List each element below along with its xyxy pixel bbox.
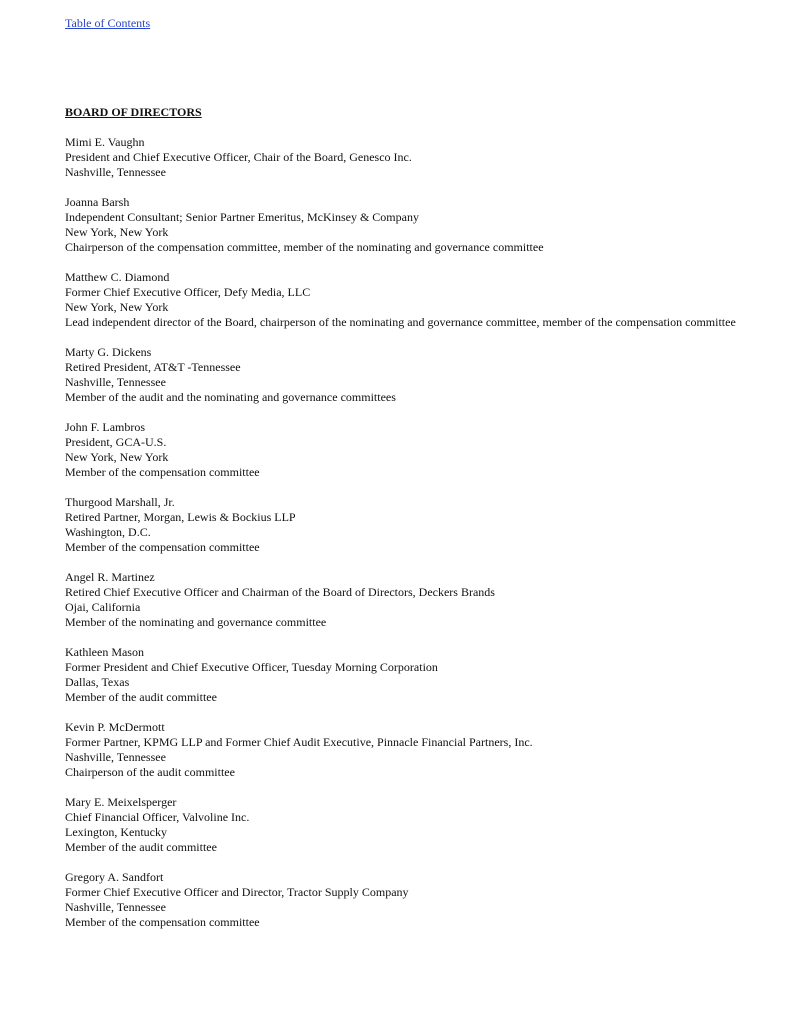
director-location: Nashville, Tennessee xyxy=(65,900,166,914)
director-entry xyxy=(65,345,745,405)
director-name: Joanna Barsh xyxy=(65,195,130,209)
director-committee: Member of the compensation committee xyxy=(65,540,260,554)
director-location: Lexington, Kentucky xyxy=(65,825,167,839)
director-entry xyxy=(65,420,745,480)
director-title: President and Chief Executive Officer, Chair of the Board, Genesco Inc. xyxy=(65,150,412,164)
director-name: Kevin P. McDermott xyxy=(65,720,165,734)
director-entry xyxy=(65,270,745,330)
director-title: Retired President, AT&T -Tennessee xyxy=(65,360,241,374)
director-name: Kathleen Mason xyxy=(65,645,144,659)
director-location: Ojai, California xyxy=(65,600,141,614)
director-title: Former Chief Executive Officer and Director, Tractor Supply Company xyxy=(65,885,409,899)
director-entry xyxy=(65,645,745,705)
director-committee: Member of the compensation committee xyxy=(65,465,260,479)
director-committee: Member of the audit and the nominating and governance committees xyxy=(65,390,396,404)
director-name: Gregory A. Sandfort xyxy=(65,870,164,884)
director-title: President, GCA-U.S. xyxy=(65,435,167,449)
director-entry xyxy=(65,870,745,930)
director-committee: Member of the compensation committee xyxy=(65,915,260,929)
director-name: Matthew C. Diamond xyxy=(65,270,170,284)
director-committee: Chairperson of the audit committee xyxy=(65,765,235,779)
director-committee: Member of the nominating and governance committee xyxy=(65,615,327,629)
director-name: Marty G. Dickens xyxy=(65,345,152,359)
table-of-contents-link[interactable]: Table of Contents xyxy=(65,16,151,30)
director-name: Thurgood Marshall, Jr. xyxy=(65,495,175,509)
director-title: Independent Consultant; Senior Partner Emeritus, McKinsey & Company xyxy=(65,210,419,224)
director-name: Mimi E. Vaughn xyxy=(65,135,145,149)
director-entry xyxy=(65,570,745,630)
director-title: Former Chief Executive Officer, Defy Media, LLC xyxy=(65,285,311,299)
director-committee: Member of the audit committee xyxy=(65,690,217,704)
director-committee: Member of the audit committee xyxy=(65,840,217,854)
director-title: Retired Partner, Morgan, Lewis & Bockius LLP xyxy=(65,510,296,524)
director-location: Washington, D.C. xyxy=(65,525,151,539)
director-entry xyxy=(65,795,745,855)
director-location: New York, New York xyxy=(65,450,169,464)
director-committee: Chairperson of the compensation committee, member of the nominating and governance committee xyxy=(65,240,544,254)
director-committee: Lead independent director of the Board, chairperson of the nominating and governance committee, member of the compensation committee xyxy=(65,315,736,329)
director-title: Former President and Chief Executive Officer, Tuesday Morning Corporation xyxy=(65,660,438,674)
director-name: John F. Lambros xyxy=(65,420,146,434)
director-location: New York, New York xyxy=(65,300,169,314)
director-title: Former Partner, KPMG LLP and Former Chief Audit Executive, Pinnacle Financial Partners, Inc. xyxy=(65,735,533,749)
director-location: New York, New York xyxy=(65,225,169,239)
directors-list xyxy=(65,135,745,945)
director-location: Dallas, Texas xyxy=(65,675,130,689)
director-name: Mary E. Meixelsperger xyxy=(65,795,177,809)
director-location: Nashville, Tennessee xyxy=(65,750,166,764)
director-location: Nashville, Tennessee xyxy=(65,165,166,179)
director-title: Chief Financial Officer, Valvoline Inc. xyxy=(65,810,250,824)
director-location: Nashville, Tennessee xyxy=(65,375,166,389)
page-title: BOARD OF DIRECTORS xyxy=(65,105,202,119)
director-entry xyxy=(65,720,745,780)
director-entry xyxy=(65,495,745,555)
director-entry xyxy=(65,135,745,180)
director-name: Angel R. Martinez xyxy=(65,570,155,584)
director-title: Retired Chief Executive Officer and Chairman of the Board of Directors, Deckers Brands xyxy=(65,585,495,599)
director-entry xyxy=(65,195,745,255)
